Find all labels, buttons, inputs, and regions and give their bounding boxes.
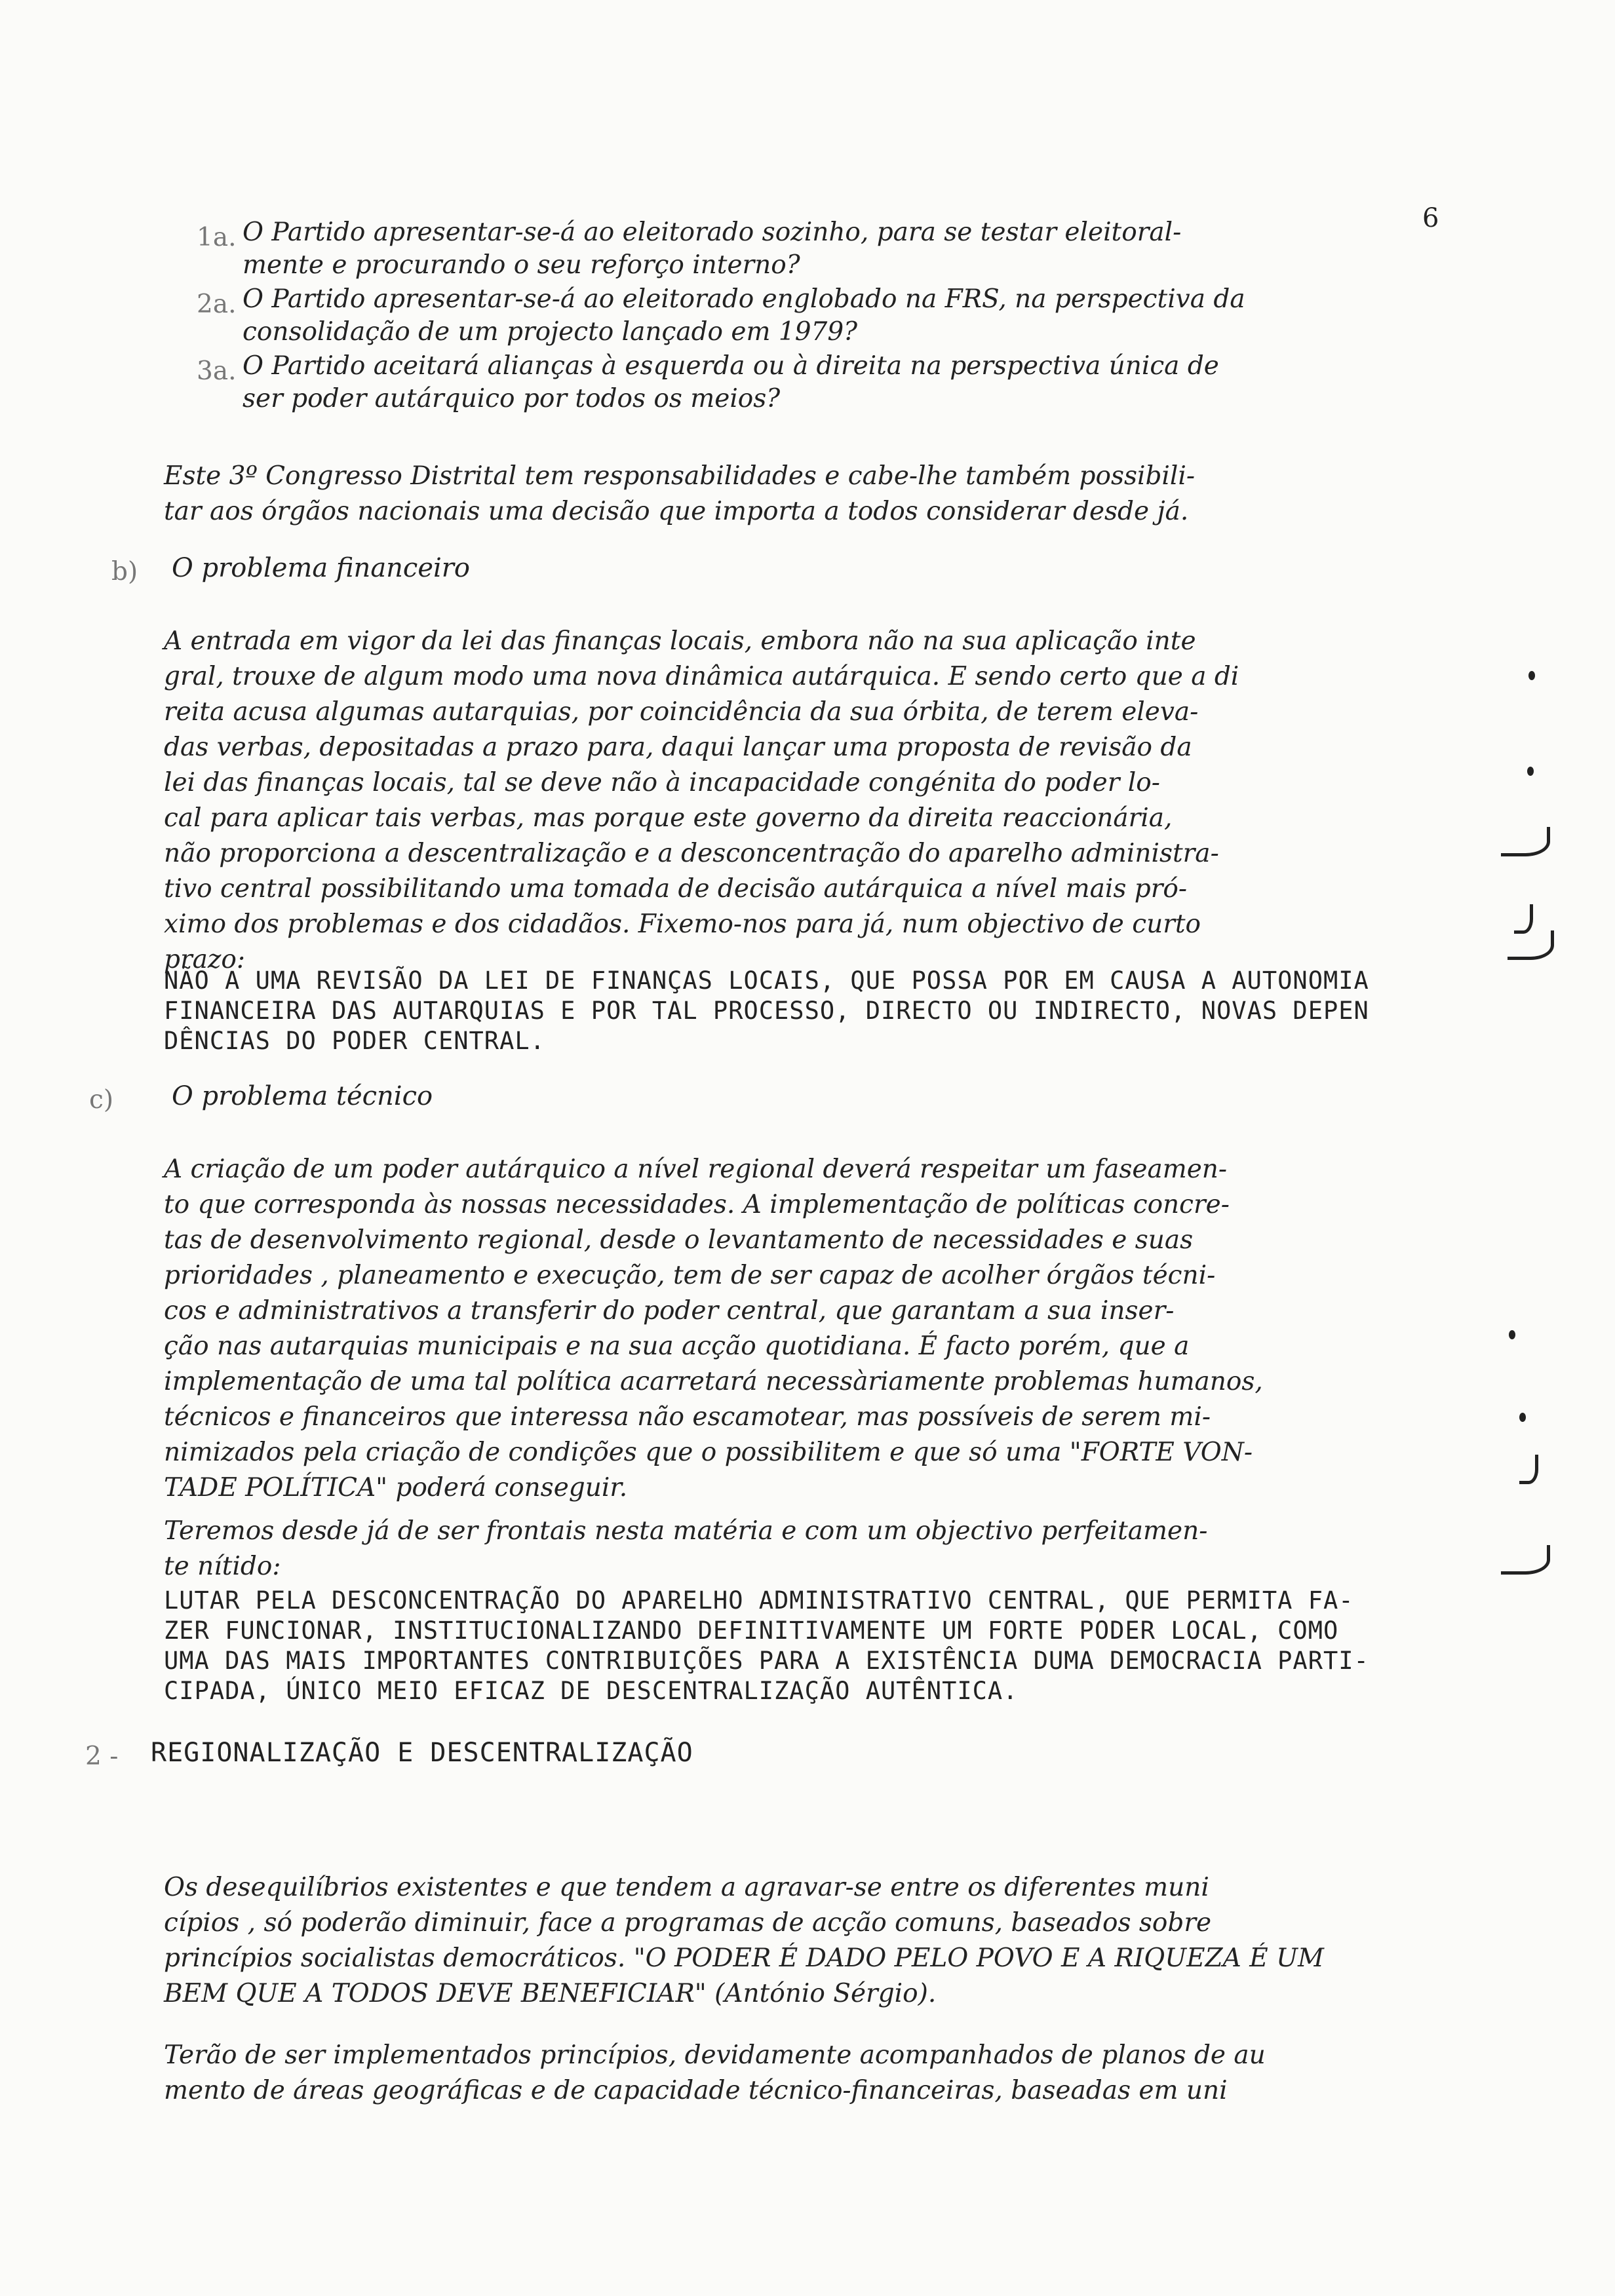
scan-mark bbox=[1501, 1545, 1550, 1575]
section-b-body: A entrada em vigor da lei das finanças locais, embora não na sua aplicação inte gral, trouxe de algum modo uma nova dinâmica autárquica. E sendo certo que a di reita acusa algumas autarquias, por coincidência da sua órbita, de terem eleva- das verbas, depositadas a prazo para, daqui lançar uma proposta de revisão da lei das finanças locais, tal se deve não à incapacidade congénita do poder lo- cal para aplicar tais verbas, mas porque este governo da direita reaccionária, não proporciona a descentralização e a desconcentração do aparelho administra- tivo central possibilitando uma tomada de decisão autárquica a nível mais pró- ximo dos problemas e dos cidadãos. Fixemo-nos para já, num objectivo de curto prazo: bbox=[164, 626, 1239, 974]
scan-mark bbox=[1508, 930, 1554, 960]
scan-mark bbox=[1519, 1413, 1526, 1422]
section-2-marker: 2 - bbox=[85, 1742, 119, 1771]
question-line: mente e procurando o seu reforço interno? bbox=[243, 250, 800, 280]
question-line: ser poder autárquico por todos os meios? bbox=[243, 384, 781, 413]
section-c-title: O problema técnico bbox=[172, 1081, 433, 1111]
section-2-paragraph-1: Os desequilíbrios existentes e que tendem a agravar-se entre os diferentes muni cípios , só poderão diminuir, face a programas de acção comuns, baseados sobre princípios socialistas democráticos. "O PODER É DADO PELO POVO E A RIQUEZA É UM BEM QUE A TODOS DEVE BENEFICIAR" (António Sérgio). bbox=[164, 1873, 1324, 2008]
question-marker: 2a. bbox=[197, 290, 237, 319]
scan-mark bbox=[1519, 1455, 1538, 1484]
question-line: O Partido aceitará alianças à esquerda ou à direita na perspectiva única de bbox=[243, 351, 1219, 381]
scan-mark bbox=[1514, 904, 1533, 934]
section-b-objective: NÃO A UMA REVISÃO DA LEI DE FINANÇAS LOCAIS, QUE POSSA POR EM CAUSA A AUTONOMIA FINANCEIRA DAS AUTARQUIAS E POR TAL PROCESSO, DIRECTO OU INDIRECTO, NOVAS DEPEN DÊNCIAS DO PODER CENTRAL. bbox=[164, 966, 1369, 1055]
section-c-body-2: Teremos desde já de ser frontais nesta matéria e com um objectivo perfeitamen- te nítido: bbox=[164, 1516, 1208, 1581]
scan-mark bbox=[1527, 767, 1534, 776]
question-line: O Partido apresentar-se-á ao eleitorado sozinho, para se testar eleitoral- bbox=[243, 218, 1182, 247]
section-c-body: A criação de um poder autárquico a nível regional deverá respeitar um faseamen- to que corresponda às nossas necessidades. A implementação de políticas concre- tas de desenvolvimento regional, desde o levantamento de necessidades e suas prioridades , planeamento e execução, tem de ser capaz de acolher órgãos técni- cos e administrativos a transferir do poder central, que garantam a sua inser- ção nas autarquias municipais e na sua acção quotidiana. É facto porém, que a implementação de uma tal política acarretará necessàriamente problemas humanos, técnicos e financeiros que interessa não escamotear, mas possíveis de serem mi- nimizados pela criação de condições que o possibilitem e que só uma "FORTE VON- TADE POLÍTICA" poderá conseguir. bbox=[164, 1155, 1263, 1502]
section-c-marker: c) bbox=[89, 1085, 114, 1115]
intro-paragraph: Este 3º Congresso Distrital tem responsabilidades e cabe-lhe também possibili- tar aos órgãos nacionais uma decisão que importa a todos considerar desde já. bbox=[164, 461, 1196, 526]
section-b-title: O problema financeiro bbox=[172, 553, 470, 583]
question-line: consolidação de um projecto lançado em 1979? bbox=[243, 317, 858, 347]
page-number: 6 bbox=[1422, 203, 1439, 233]
scan-mark bbox=[1509, 1330, 1515, 1339]
scan-mark bbox=[1528, 671, 1535, 680]
section-c-objective: LUTAR PELA DESCONCENTRAÇÃO DO APARELHO ADMINISTRATIVO CENTRAL, QUE PERMITA FA- ZER FUNCIONAR, INSTITUCIONALIZANDO DEFINITIVAMENTE UM FORTE PODER LOCAL, COMO UMA DAS MAIS IMPORTANTES CONTRIBUIÇÕES PARA A EXISTÊNCIA DUMA DEMOCRACIA PARTI- CIPADA, ÚNICO MEIO EFICAZ DE DESCENTRALIZAÇÃO AUTÊNTICA. bbox=[164, 1586, 1369, 1705]
section-2-title: REGIONALIZAÇÃO E DESCENTRALIZAÇÃO bbox=[151, 1738, 693, 1768]
question-line: O Partido apresentar-se-á ao eleitorado englobado na FRS, na perspectiva da bbox=[243, 284, 1245, 314]
scan-mark bbox=[1501, 827, 1550, 856]
question-marker: 3a. bbox=[197, 356, 237, 386]
section-b-marker: b) bbox=[111, 557, 138, 586]
question-marker: 1a. bbox=[197, 223, 237, 252]
section-2-paragraph-2: Terão de ser implementados princípios, devidamente acompanhados de planos de au mento de áreas geográficas e de capacidade técnico-financeiras, baseadas em uni bbox=[164, 2040, 1266, 2105]
